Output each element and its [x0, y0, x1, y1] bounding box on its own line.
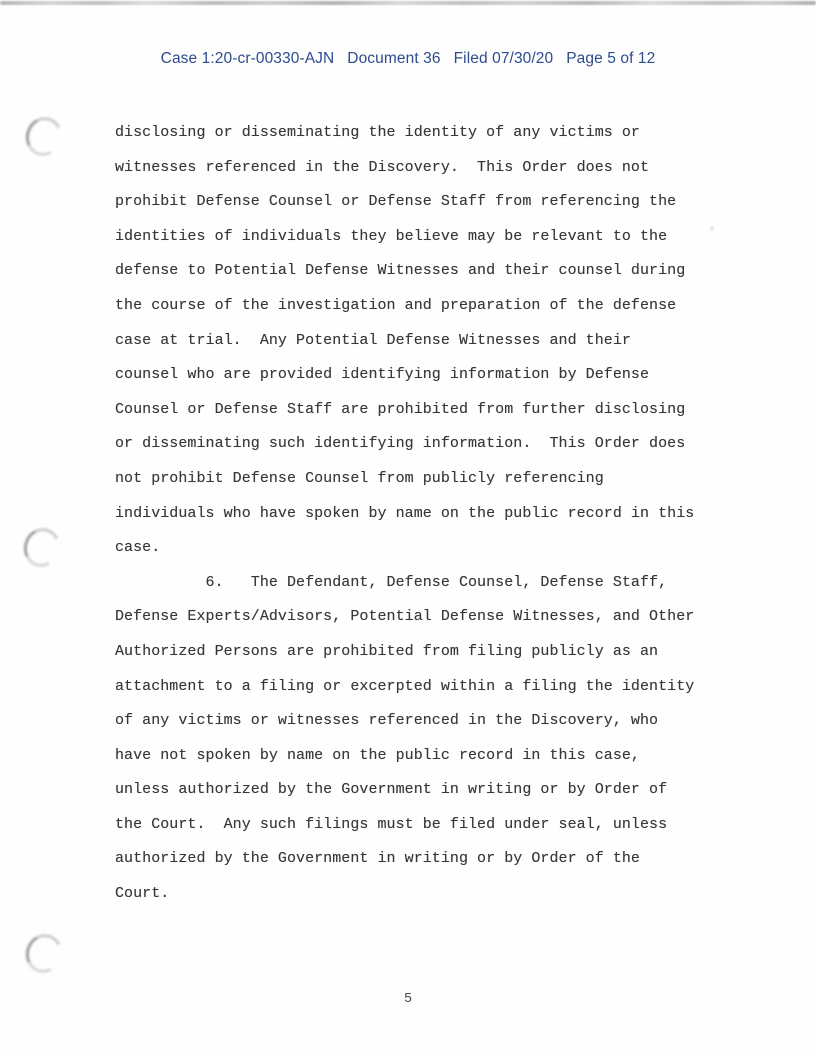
body-line: disclosing or disseminating the identity of any victims or: [115, 124, 640, 141]
body-line: authorized by the Government in writing or by Order of the: [115, 850, 640, 868]
hole-punch-artifact: [19, 523, 65, 571]
body-line: not prohibit Defense Counsel from publicly referencing: [115, 469, 604, 487]
page-indicator: Page 5 of 12: [566, 50, 656, 67]
body-line: defense to Potential Defense Witnesses and their counsel during: [115, 262, 686, 280]
body-line: Defense Experts/Advisors, Potential Defense Witnesses, and Other: [115, 608, 695, 626]
scan-edge-artifact: [0, 1, 816, 5]
body-line: prohibit Defense Counsel or Defense Staff from referencing the: [115, 193, 677, 211]
body-line: the Court. Any such filings must be filed under seal, unless: [115, 815, 668, 833]
document-number: Document 36: [347, 50, 441, 67]
body-line: individuals who have spoken by name on the public record in this: [115, 504, 695, 522]
case-header: [0, 50, 816, 68]
body-line: unless authorized by the Government in writing or by Order of: [115, 781, 668, 799]
body-line: case at trial. Any Potential Defense Witnesses and their: [115, 331, 631, 349]
body-line: identities of individuals they believe may be relevant to the: [115, 227, 668, 245]
hole-punch-artifact: [21, 112, 67, 160]
body-line: counsel who are provided identifying information by Defense: [115, 366, 650, 384]
body-line: or disseminating such identifying information. This Order does: [115, 435, 686, 453]
body-line: Authorized Persons are prohibited from filing publicly as an: [115, 642, 659, 660]
body-line: of any victims or witnesses referenced in the Discovery, who: [115, 712, 659, 730]
document-body: [115, 116, 715, 912]
body-line: Counsel or Defense Staff are prohibited from further disclosing: [115, 400, 686, 418]
body-line: witnesses referenced in the Discovery. This Order does not: [115, 158, 650, 176]
case-number: Case 1:20-cr-00330-AJN: [160, 50, 335, 67]
filed-date: Filed 07/30/20: [453, 50, 554, 67]
body-line: the course of the investigation and preparation of the defense: [115, 296, 677, 314]
body-line: case.: [115, 539, 161, 557]
page-number: 5: [403, 992, 413, 1007]
body-line: have not spoken by name on the public record in this case,: [115, 746, 640, 764]
body-line: Court.: [115, 885, 170, 903]
hole-punch-artifact: [21, 929, 67, 977]
body-line: attachment to a filing or excerpted within a filing the identity: [115, 677, 695, 695]
body-line: 6. The Defendant, Defense Counsel, Defense Staff,: [115, 573, 668, 591]
